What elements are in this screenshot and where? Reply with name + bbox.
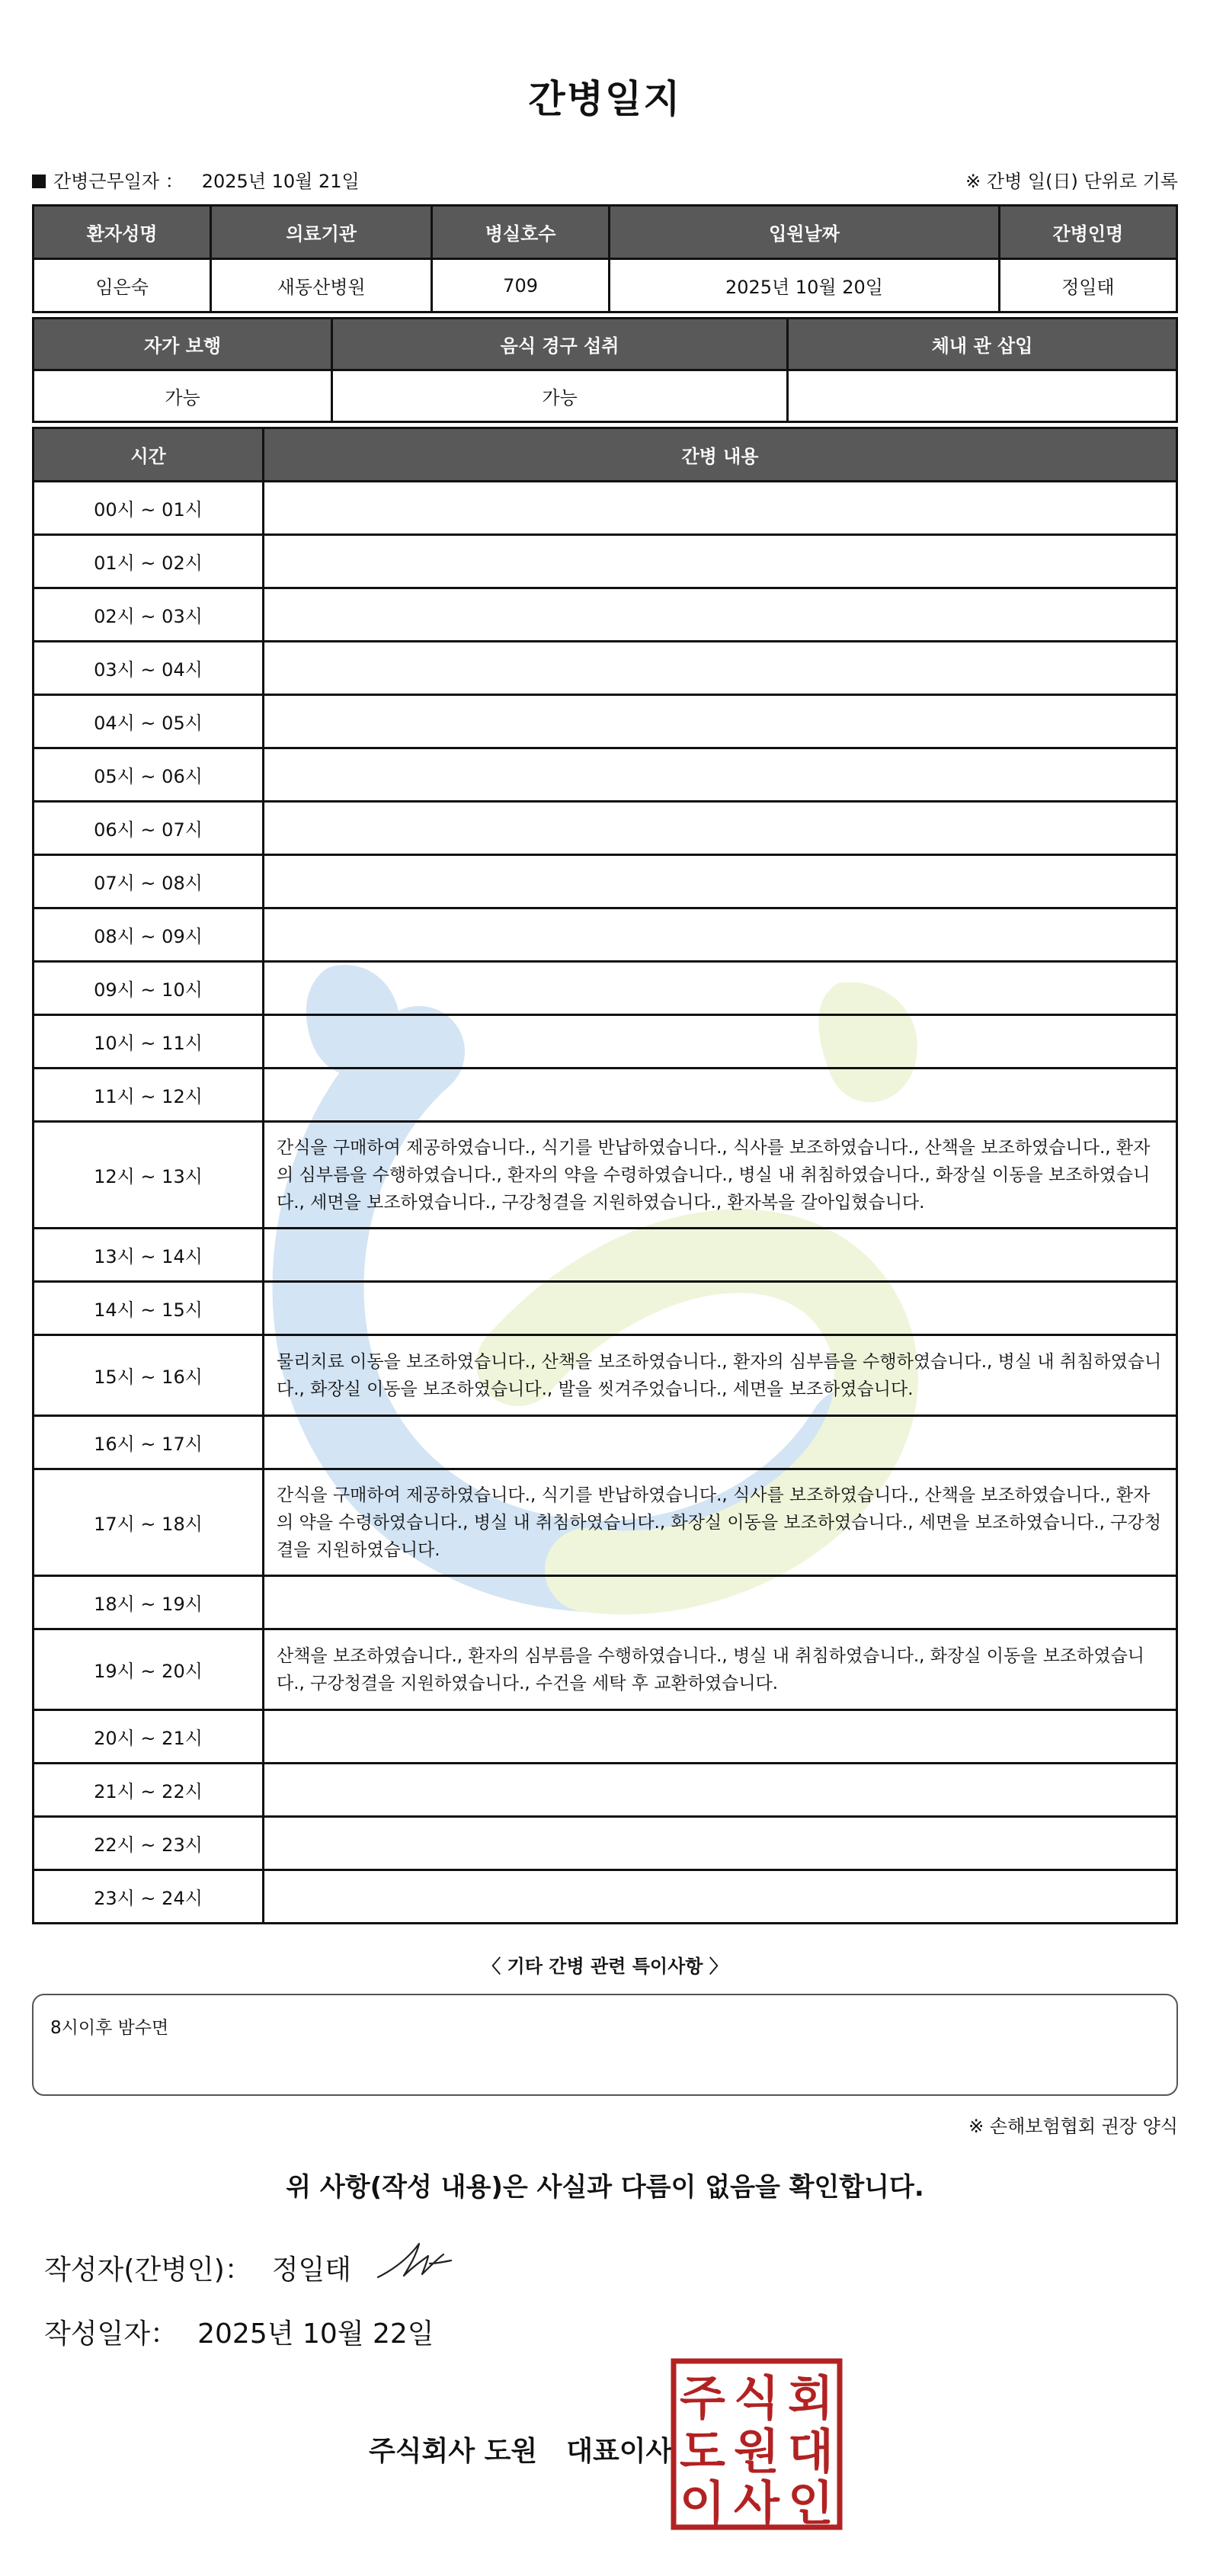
- header-hospital: 의료기관: [211, 206, 432, 259]
- time-cell: 04시 ~ 05시: [34, 695, 264, 748]
- time-cell: 23시 ~ 24시: [34, 1870, 264, 1924]
- tube-insertion-value: [788, 370, 1177, 422]
- company-name: 주식회사 도원: [369, 2436, 538, 2467]
- table-row: [34, 1870, 1177, 1924]
- table-row: [34, 748, 1177, 802]
- time-cell: 17시 ~ 18시: [34, 1469, 264, 1576]
- representative-title: 대표이사: [566, 2436, 673, 2467]
- header-tube-insertion: 체내 관 삽입: [788, 319, 1177, 370]
- patient-info-table: [32, 204, 1178, 313]
- table-row: [34, 1015, 1177, 1069]
- content-cell: [264, 1817, 1177, 1870]
- time-cell: 16시 ~ 17시: [34, 1416, 264, 1469]
- table-row: [34, 855, 1177, 908]
- table-row: [34, 1282, 1177, 1335]
- content-cell: [264, 1764, 1177, 1817]
- content-cell: [264, 748, 1177, 802]
- table-row: [34, 535, 1177, 588]
- content-cell: [264, 1710, 1177, 1764]
- time-cell: 06시 ~ 07시: [34, 802, 264, 855]
- time-cell: 00시 ~ 01시: [34, 482, 264, 535]
- content-cell: [264, 1282, 1177, 1335]
- time-cell: 01시 ~ 02시: [34, 535, 264, 588]
- ability-value-row: [34, 370, 1177, 422]
- caregiver-name: 정일태: [999, 259, 1176, 312]
- time-cell: 15시 ~ 16시: [34, 1335, 264, 1416]
- record-note: ※ 간병 일(日) 단위로 기록: [965, 171, 1178, 192]
- content-cell: [264, 695, 1177, 748]
- svg-text:식: 식: [734, 2370, 779, 2426]
- table-row: [34, 695, 1177, 748]
- content-cell: [264, 1576, 1177, 1629]
- time-cell: 03시 ~ 04시: [34, 642, 264, 695]
- table-row: [34, 1469, 1177, 1576]
- header-room-number: 병실호수: [431, 206, 609, 259]
- written-date-line: [44, 2312, 434, 2351]
- table-row: [34, 1629, 1177, 1710]
- header-caregiver-name: 간병인명: [999, 206, 1176, 259]
- content-cell: [264, 642, 1177, 695]
- patient-name: 임은숙: [34, 259, 211, 312]
- table-row: [34, 1229, 1177, 1282]
- content-cell: [264, 588, 1177, 642]
- time-cell: 10시 ~ 11시: [34, 1015, 264, 1069]
- oral-intake-value: 가능: [332, 370, 788, 422]
- work-date-value: 2025년 10월 21일: [201, 171, 360, 192]
- svg-text:대: 대: [788, 2424, 834, 2479]
- header-patient-name: 환자성명: [34, 206, 211, 259]
- content-cell: [264, 802, 1177, 855]
- admission-date: 2025년 10월 20일: [610, 259, 1000, 312]
- table-row: [34, 1069, 1177, 1122]
- ability-header-row: [34, 319, 1177, 370]
- table-row: [34, 1122, 1177, 1229]
- svg-text:원: 원: [734, 2424, 779, 2479]
- svg-text:인: 인: [788, 2475, 834, 2530]
- table-row: [34, 1335, 1177, 1416]
- patient-info-header-row: [34, 206, 1177, 259]
- header-admission-date: 입원날짜: [610, 206, 1000, 259]
- company-signoff: [369, 2430, 672, 2469]
- svg-text:회: 회: [788, 2370, 834, 2426]
- work-date-line: [32, 166, 1178, 192]
- header-self-walking: 자가 보행: [34, 319, 332, 370]
- signature-image: [373, 2233, 457, 2288]
- table-row: [34, 482, 1177, 535]
- table-row: [34, 642, 1177, 695]
- time-cell: 13시 ~ 14시: [34, 1229, 264, 1282]
- table-row: [34, 1817, 1177, 1870]
- author-line: [44, 2248, 351, 2287]
- hospital-name: 새동산병원: [211, 259, 432, 312]
- header-care-content: 간병 내용: [264, 428, 1177, 482]
- company-seal-stamp: [671, 2358, 843, 2530]
- time-cell: 12시 ~ 13시: [34, 1122, 264, 1229]
- special-notes-title: 〈 기타 간병 관련 특이사항 〉: [482, 1956, 728, 1977]
- author-label: 작성자(간병인)：: [44, 2254, 252, 2286]
- content-cell: 물리치료 이동을 보조하였습니다., 산책을 보조하였습니다., 환자의 심부름을 수행하였습니다., 병실 내 취침하였습니다., 화장실 이동을 보조하였습니다., 발을 씻겨주었습니다., 세면을 보조하였습니다.: [264, 1335, 1177, 1416]
- table-row: [34, 802, 1177, 855]
- content-cell: [264, 1416, 1177, 1469]
- content-cell: [264, 1870, 1177, 1924]
- content-cell: [264, 535, 1177, 588]
- work-date-label: 간병근무일자 ：: [53, 171, 184, 192]
- content-cell: [264, 908, 1177, 962]
- self-walking-value: 가능: [34, 370, 332, 422]
- patient-info-value-row: [34, 259, 1177, 312]
- table-row: [34, 1710, 1177, 1764]
- page-title: 간병일지: [528, 77, 682, 121]
- confirmation-statement: 위 사항(작성 내용)은 사실과 다름이 없음을 확인합니다.: [286, 2172, 924, 2203]
- table-row: [34, 1764, 1177, 1817]
- svg-text:사: 사: [734, 2475, 779, 2530]
- written-date-label: 작성일자：: [44, 2318, 178, 2350]
- content-cell: [264, 1229, 1177, 1282]
- time-cell: 19시 ~ 20시: [34, 1629, 264, 1710]
- form-source-note: ※ 손해보험협회 권장 양식: [968, 2116, 1178, 2137]
- table-row: [34, 588, 1177, 642]
- care-log-header-row: [34, 428, 1177, 482]
- time-cell: 22시 ~ 23시: [34, 1817, 264, 1870]
- time-cell: 11시 ~ 12시: [34, 1069, 264, 1122]
- content-cell: [264, 855, 1177, 908]
- special-notes-box: [32, 1994, 1178, 2096]
- table-row: [34, 1416, 1177, 1469]
- svg-text:도: 도: [680, 2424, 725, 2479]
- header-time: 시간: [34, 428, 264, 482]
- table-row: [34, 962, 1177, 1015]
- written-date-value: 2025년 10월 22일: [197, 2318, 434, 2350]
- header-oral-intake: 음식 경구 섭취: [332, 319, 788, 370]
- table-row: [34, 1576, 1177, 1629]
- time-cell: 02시 ~ 03시: [34, 588, 264, 642]
- care-log-table: [32, 427, 1178, 1924]
- time-cell: 07시 ~ 08시: [34, 855, 264, 908]
- content-cell: [264, 962, 1177, 1015]
- room-number: 709: [431, 259, 609, 312]
- content-cell: 간식을 구매하여 제공하였습니다., 식기를 반납하였습니다., 식사를 보조하였습니다., 산책을 보조하였습니다., 환자의 심부름을 수행하였습니다., 환자의 약을 수령하였습니다., 병실 내 취침하였습니다., 화장실 이동을 보조하였습니다., 세면을 보조하였습니다., 구강청결을 지원하였습니다., 환자복을 갈아입혔습니다.: [264, 1122, 1177, 1229]
- time-cell: 18시 ~ 19시: [34, 1576, 264, 1629]
- content-cell: [264, 1015, 1177, 1069]
- time-cell: 09시 ~ 10시: [34, 962, 264, 1015]
- time-cell: 08시 ~ 09시: [34, 908, 264, 962]
- svg-text:이: 이: [680, 2475, 725, 2530]
- author-name: 정일태: [271, 2254, 352, 2286]
- square-bullet-icon: [32, 175, 46, 188]
- table-row: [34, 908, 1177, 962]
- time-cell: 21시 ~ 22시: [34, 1764, 264, 1817]
- time-cell: 05시 ~ 06시: [34, 748, 264, 802]
- special-notes-content: 8시이후 밤수면: [50, 2018, 169, 2038]
- svg-text:주: 주: [680, 2370, 725, 2426]
- content-cell: [264, 482, 1177, 535]
- content-cell: 간식을 구매하여 제공하였습니다., 식기를 반납하였습니다., 식사를 보조하였습니다., 산책을 보조하였습니다., 환자의 약을 수령하였습니다., 병실 내 취침하였습니다., 화장실 이동을 보조하였습니다., 세면을 보조하였습니다., 구강청결을 지원하였습니다.: [264, 1469, 1177, 1576]
- ability-table: [32, 317, 1178, 423]
- content-cell: [264, 1069, 1177, 1122]
- content-cell: 산책을 보조하였습니다., 환자의 심부름을 수행하였습니다., 병실 내 취침하였습니다., 화장실 이동을 보조하였습니다., 구강청결을 지원하였습니다., 수건을 세탁 후 교환하였습니다.: [264, 1629, 1177, 1710]
- time-cell: 20시 ~ 21시: [34, 1710, 264, 1764]
- time-cell: 14시 ~ 15시: [34, 1282, 264, 1335]
